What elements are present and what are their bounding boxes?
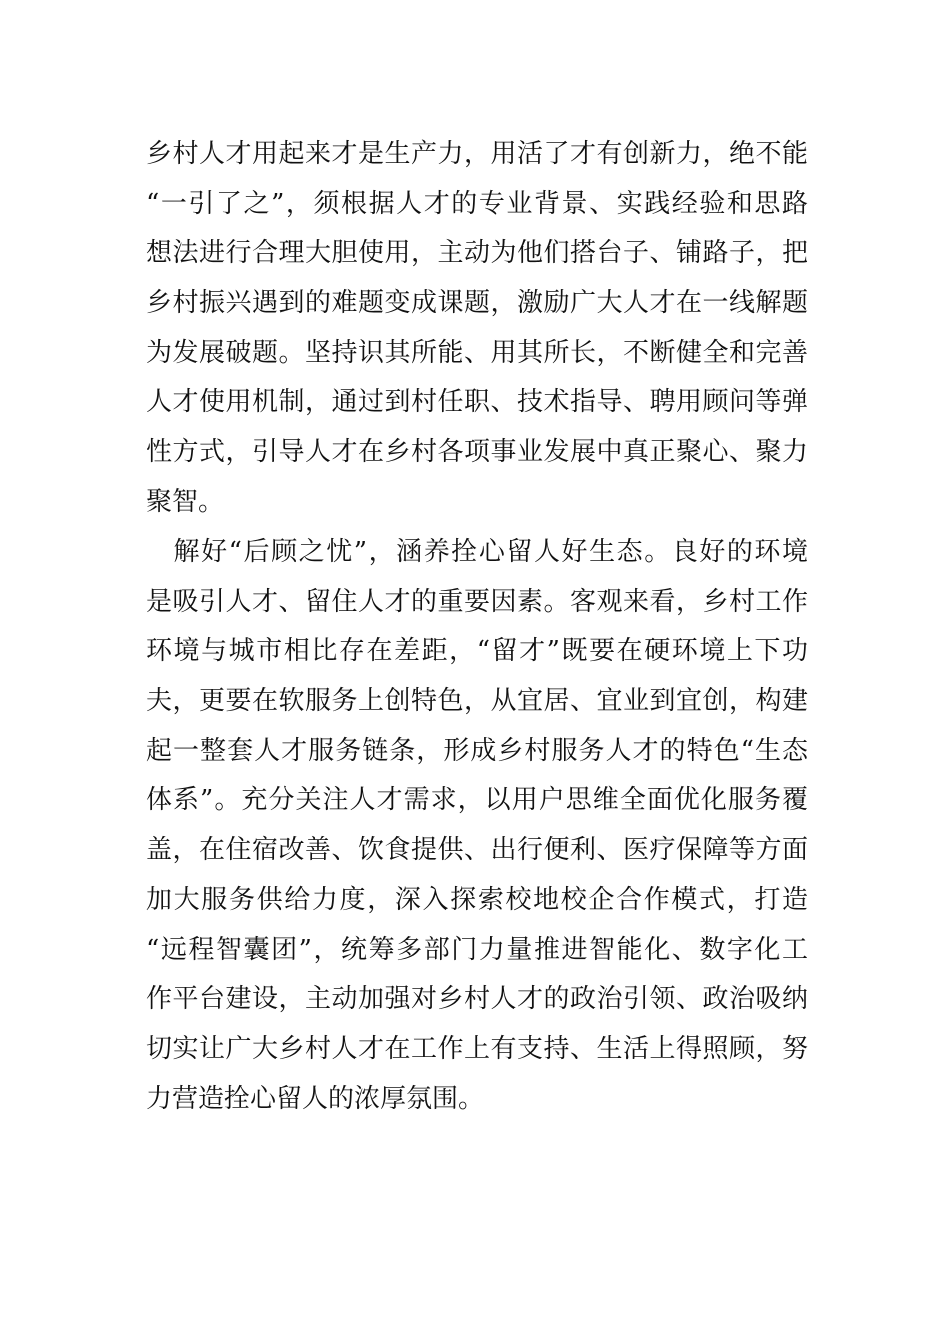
paragraph-line: 切实让广大乡村人才在工作上有支持、生活上得照顾，努 xyxy=(146,1033,808,1064)
paragraph-line: 乡村振兴遇到的难题变成课题，激励广大人才在一线解题 xyxy=(146,288,808,319)
paragraph-line: 聚智。 xyxy=(146,486,225,517)
paragraph-line: 人才使用机制，通过到村任职、技术指导、聘用顾问等弹 xyxy=(146,387,808,418)
paragraph-line: 加大服务供给力度，深入探索校地校企合作模式，打造 xyxy=(146,884,808,915)
paragraph-line: 起一整套人才服务链条，形成乡村服务人才的特色“生态 xyxy=(146,735,808,766)
paragraph-line: 解好“后顾之忧”，涵养拴心留人好生态。良好的环境 xyxy=(146,537,808,567)
paragraph-line: 体系”。充分关注人才需求，以用户思维全面优化服务覆 xyxy=(146,785,808,816)
paragraph-line: 是吸引人才、留住人才的重要因素。客观来看，乡村工作 xyxy=(146,586,808,617)
paragraph-talent-usage xyxy=(146,130,808,528)
paragraph-line: “远程智囊团”，统筹多部门力量推进智能化、数字化工 xyxy=(146,934,808,965)
paragraph-line: 环境与城市相比存在差距，“留才”既要在硬环境上下功 xyxy=(146,636,808,667)
paragraph-line: 夫，更要在软服务上创特色，从宜居、宜业到宜创，构建 xyxy=(146,686,808,717)
paragraph-line: 力营造拴心留人的浓厚氛围。 xyxy=(146,1083,485,1114)
paragraph-line: 作平台建设，主动加强对乡村人才的政治引领、政治吸纳 xyxy=(146,984,808,1015)
paragraph-talent-retention xyxy=(146,528,808,1124)
paragraph-line: 乡村人才用起来才是生产力，用活了才有创新力，绝不能 xyxy=(146,139,808,169)
paragraph-line: 为发展破题。坚持识其所能、用其所长，不断健全和完善 xyxy=(146,337,808,368)
paragraph-line: 性方式，引导人才在乡村各项事业发展中真正聚心、聚力 xyxy=(146,437,808,468)
paragraph-line: “一引了之”，须根据人才的专业背景、实践经验和思路 xyxy=(146,188,808,219)
paragraph-line: 盖，在住宿改善、饮食提供、出行便利、医疗保障等方面 xyxy=(146,835,808,866)
paragraph-line: 想法进行合理大胆使用，主动为他们搭台子、铺路子，把 xyxy=(146,238,808,269)
